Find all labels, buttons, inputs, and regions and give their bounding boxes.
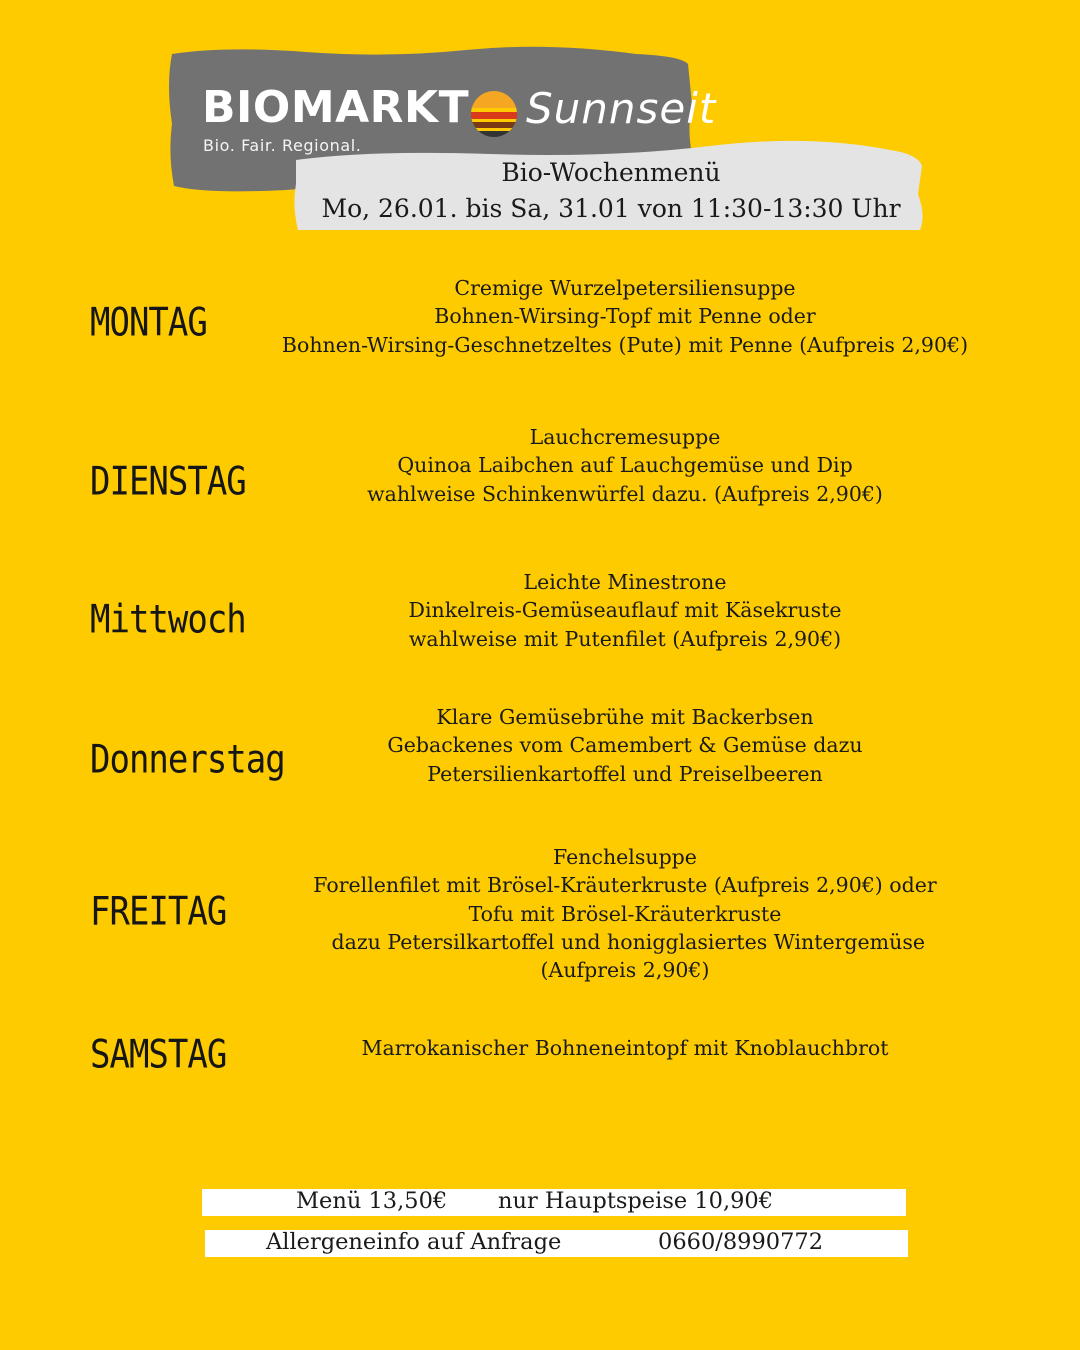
day-dishes-freitag bbox=[240, 843, 1010, 984]
dish-line: Marrokanischer Bohneneintopf mit Knoblauchbrot bbox=[361, 1036, 889, 1060]
dish-line: Lauchcremesuppe bbox=[529, 425, 721, 449]
dish-line: wahlweise Schinkenwürfel dazu. (Aufpreis 2,90€) bbox=[367, 481, 883, 506]
dish-line: Bohnen-Wirsing-Geschnetzeltes (Pute) mit Penne (Aufpreis 2,90€) bbox=[281, 332, 969, 357]
day-label-montag: MONTAG bbox=[90, 300, 207, 346]
day-dishes-samstag bbox=[240, 1034, 1010, 1062]
day-dishes-montag bbox=[240, 274, 1010, 359]
dish-line: Fenchelsuppe bbox=[553, 845, 697, 869]
day-dishes-donnerstag bbox=[240, 703, 1010, 788]
phone-number: 0660/8990772 bbox=[658, 1229, 824, 1255]
brand-script-logo: Sunnseit bbox=[526, 84, 717, 133]
dish-line: Forellenfilet mit Brösel-Kräuterkruste (Aufpreis 2,90€) oder bbox=[313, 873, 937, 898]
dish-line: Cremige Wurzelpetersiliensuppe bbox=[454, 276, 796, 300]
dish-line: Leichte Minestrone bbox=[523, 570, 727, 594]
menu-date-range: Mo, 26.01. bis Sa, 31.01 von 11:30-13:30 Uhr bbox=[321, 194, 901, 223]
day-label-dienstag: DIENSTAG bbox=[90, 459, 246, 505]
day-label-donnerstag: Donnerstag bbox=[90, 737, 285, 783]
dish-line: dazu Petersilkartoffel und honigglasiertes Wintergemüse bbox=[325, 929, 925, 954]
main-only-price: nur Hauptspeise 10,90€ bbox=[498, 1188, 774, 1214]
dish-line: wahlweise mit Putenfilet (Aufpreis 2,90€) bbox=[408, 626, 842, 651]
day-dishes-dienstag bbox=[240, 423, 1010, 508]
menu-title: Bio-Wochenmenü bbox=[501, 158, 721, 187]
brand-logo-text: BIOMARKT bbox=[202, 82, 470, 133]
dish-line: Quinoa Laibchen auf Lauchgemüse und Dip bbox=[397, 453, 853, 478]
dish-line: Gebackenes vom Camembert & Gemüse dazu bbox=[387, 733, 863, 758]
allergen-info: Allergeneinfo auf Anfrage bbox=[266, 1229, 562, 1255]
day-label-mittwoch: Mittwoch bbox=[90, 597, 246, 643]
day-label-freitag: FREITAG bbox=[90, 889, 227, 935]
header-banner bbox=[0, 0, 1080, 240]
dish-line: Bohnen-Wirsing-Topf mit Penne oder bbox=[434, 304, 816, 329]
dish-line: Dinkelreis-Gemüseauflauf mit Käsekruste bbox=[408, 598, 842, 623]
sun-logo-icon bbox=[469, 89, 519, 139]
day-label-samstag: SAMSTAG bbox=[90, 1032, 227, 1078]
dish-line: Petersilienkartoffel und Preiselbeeren bbox=[427, 761, 823, 786]
dish-line: Klare Gemüsebrühe mit Backerbsen bbox=[436, 705, 814, 729]
dish-line: (Aufpreis 2,90€) bbox=[540, 958, 710, 983]
dish-line: Tofu mit Brösel-Kräuterkruste bbox=[468, 901, 782, 926]
menu-price: Menü 13,50€ bbox=[296, 1188, 448, 1214]
brand-tagline: Bio. Fair. Regional. bbox=[203, 136, 362, 155]
day-dishes-mittwoch bbox=[240, 568, 1010, 653]
